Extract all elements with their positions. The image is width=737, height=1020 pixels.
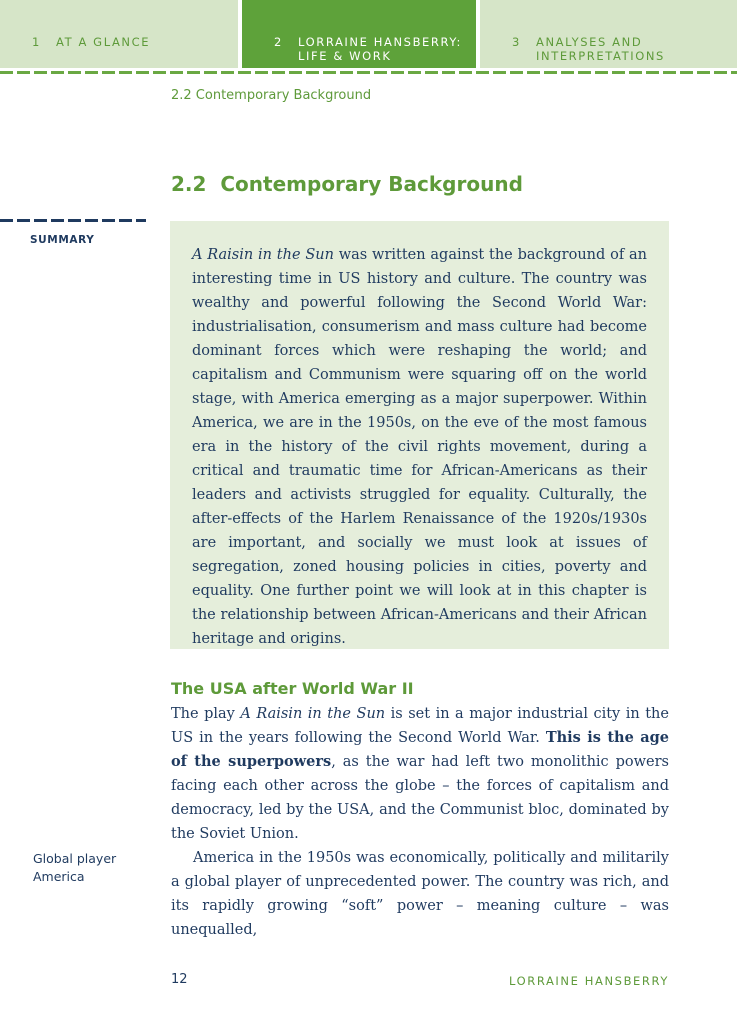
header-divider <box>0 71 737 74</box>
body-text <box>171 702 669 942</box>
tab-at-a-glance[interactable] <box>0 0 238 68</box>
body-paragraph: The play A Raisin in the Sun is set in a major industrial city in the US in the years following the Second World War. This is the age of the superpowers, as the war had left two monolithic powers facing each other across the globe – the forces of capitalism and democracy, led by the USA, and the Communist bloc, dominated by the Soviet Union. <box>171 706 669 842</box>
running-head: 2.2 Contemporary Background <box>171 88 372 103</box>
tab-label: LORRAINE HANSBERRY: LIFE & WORK <box>298 35 462 63</box>
tab-number: 1 <box>32 35 41 49</box>
section-heading <box>171 172 523 196</box>
summary-margin-label: SUMMARY <box>30 234 95 246</box>
subsection-heading: The USA after World War II <box>171 679 414 698</box>
tab-life-and-work[interactable] <box>242 0 476 68</box>
summary-text: A Raisin in the Sun was written against the background of an interesting time in US history and culture. The country was wealthy and powerful following the Second World War: industrialisation, consumerism and mass culture had become dominant forces which were reshaping the world; and capitalism and Communism were squaring off on the world stage, with America emerging as a major superpower. Within America, we are in the 1950s, on the eve of the most famous era in the history of the civil rights movement, during a critical and traumatic time for African-Americans as their leaders and activists struggled for equality. Culturally, the after-effects of the Harlem Renaissance of the 1920s/1930s are important, and socially we must look at issues of segregation, zoned housing policies in cities, poverty and equality. One further point we will look at in this chapter is the relationship between African-Americans and their African heritage and origins. <box>192 247 647 647</box>
footer-book-title: LORRAINE HANSBERRY <box>509 974 669 988</box>
chapter-navigation <box>0 0 737 68</box>
margin-divider <box>0 219 146 222</box>
body-paragraph: America in the 1950s was economically, politically and militarily a global player of unprecedented power. The country was rich, and its rapidly growing “soft” power – meaning culture – was unequalled, <box>171 850 669 938</box>
section-title: Contemporary Background <box>220 172 523 196</box>
tab-label: ANALYSES AND INTERPRETATIONS <box>536 35 665 63</box>
summary-box <box>170 221 669 649</box>
tab-number: 2 <box>274 35 283 49</box>
page-number: 12 <box>171 972 188 987</box>
margin-note: Global player America <box>33 851 117 884</box>
section-number: 2.2 <box>171 172 207 196</box>
tab-number: 3 <box>512 35 521 49</box>
tab-analyses-and-interpretations[interactable] <box>480 0 737 68</box>
tab-label: AT A GLANCE <box>56 35 151 49</box>
